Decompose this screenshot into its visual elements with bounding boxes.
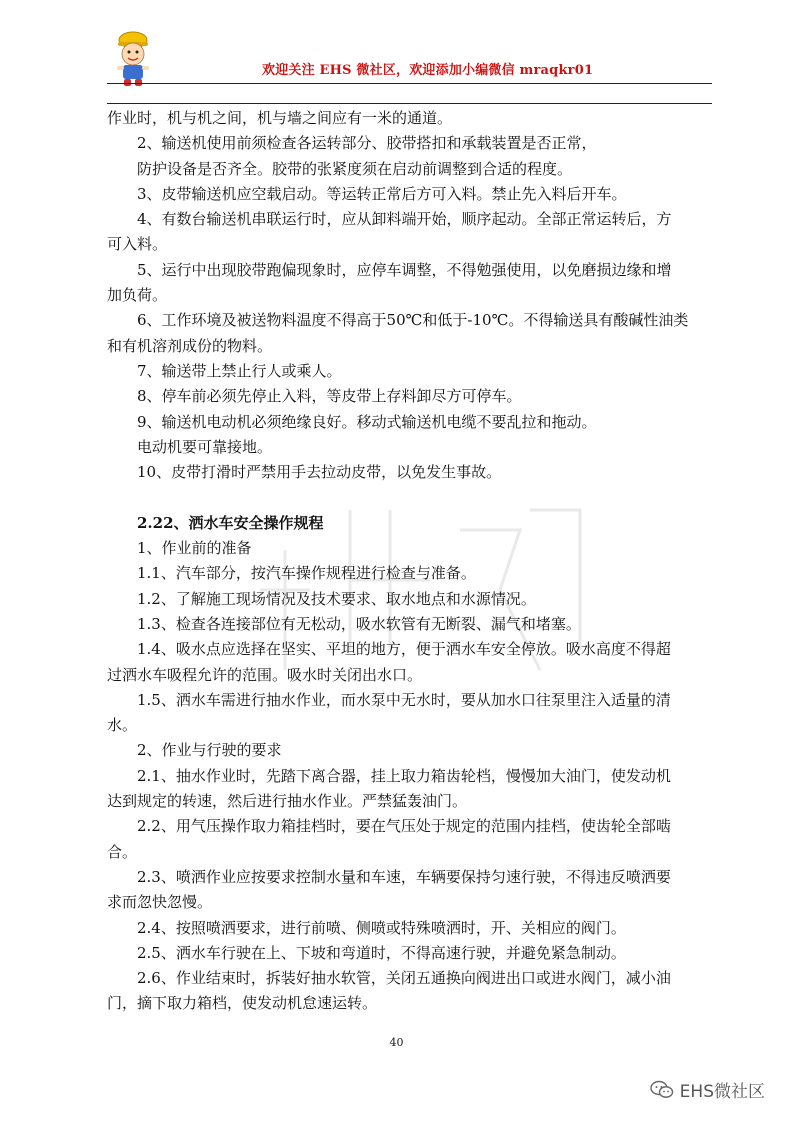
- mascot-logo-icon: [108, 28, 158, 88]
- text-line: 1、作业前的准备: [137, 539, 252, 558]
- text-line: 门，摘下取力箱档，使发动机怠速运转。: [107, 994, 378, 1013]
- text-line: 2、作业与行驶的要求: [137, 741, 282, 760]
- text-line: 合。: [107, 842, 138, 861]
- text-line: 过洒水车吸程允许的范围。吸水时关闭出水口。: [107, 665, 423, 684]
- header-banner: 欢迎关注 EHS 微社区，欢迎添加小编微信 mraqkr01: [262, 63, 594, 78]
- text-line: 9、输送机电动机必须绝缘良好。移动式输送机电缆不要乱拉和拖动。: [137, 412, 597, 431]
- text-line: 加负荷。: [107, 286, 168, 305]
- text-line: 2.4、按照喷洒要求，进行前喷、侧喷或特殊喷洒时，开、关相应的阀门。: [137, 918, 626, 937]
- text-line: 2.3、喷洒作业应按要求控制水量和车速，车辆要保持匀速行驶，不得违反喷洒要: [137, 867, 671, 886]
- text-line: 防护设备是否齐全。胶带的张紧度须在启动前调整到合适的程度。: [137, 159, 573, 178]
- text-line: 6、工作环境及被送物料温度不得高于50℃和低于-10℃。不得输送具有酸碱性油类: [137, 311, 689, 330]
- text-line: 1.1、汽车部分，按汽车操作规程进行检查与准备。: [137, 564, 476, 583]
- wechat-icon: [650, 1080, 674, 1100]
- header-divider-bottom: [107, 103, 712, 104]
- text-line: 5、运行中出现胶带跑偏现象时，应停车调整，不得勉强使用，以免磨损边缘和增: [137, 260, 672, 279]
- text-line: 和有机溶剂成份的物料。: [107, 336, 273, 355]
- text-line: 作业时，机与机之间，机与墙之间应有一米的通道。: [107, 109, 453, 127]
- text-line: 2.5、洒水车行驶在上、下坡和弯道时，不得高速行驶，并避免紧急制动。: [137, 943, 626, 962]
- wechat-watermark: [650, 1077, 765, 1102]
- text-line: 可入料。: [107, 235, 168, 254]
- document-body: [107, 106, 712, 1017]
- text-line: 水。: [107, 716, 138, 735]
- text-line: 达到规定的转速，然后进行抽水作业。严禁猛轰油门。: [107, 792, 468, 811]
- text-line: 求而忽快忽慢。: [107, 893, 213, 912]
- paragraphs-conveyor: [107, 106, 712, 485]
- text-line: 7、输送带上禁止行人或乘人。: [137, 361, 342, 380]
- text-line: 1.2、了解施工现场情况及技术要求、取水地点和水源情况。: [137, 589, 536, 608]
- header-divider-top: [107, 83, 712, 84]
- text-line: 2、输送机使用前须检查各运转部分、胶带搭扣和承载装置是否正常，: [137, 134, 597, 153]
- text-line: 1.5、洒水车需进行抽水作业，而水泵中无水时，要从加水口往泵里注入适量的清: [137, 690, 671, 709]
- text-line: 1.4、吸水点应选择在坚实、平坦的地方，便于洒水车安全停放。吸水高度不得超: [137, 640, 671, 659]
- page-number: 40: [389, 1036, 404, 1049]
- text-line: 2.1、抽水作业时，先踏下离合器，挂上取力箱齿轮档，慢慢加大油门，使发动机: [137, 766, 671, 785]
- text-line: 2.6、作业结束时，拆装好抽水软管，关闭五通换向阀进出口或进水阀门，减小油: [137, 969, 671, 988]
- paragraphs-sprinkler-truck: [107, 536, 712, 1017]
- text-line: 3、皮带输送机应空载启动。等运转正常后方可入料。禁止先入料后开车。: [137, 184, 627, 203]
- watermark-text: EHS微社区: [679, 1082, 765, 1102]
- text-line: 8、停车前必须先停止入料，等皮带上存料卸尽方可停车。: [137, 387, 522, 406]
- text-line: 2.2、用气压操作取力箱挂档时，要在气压处于规定的范围内挂档，使齿轮全部啮: [137, 817, 671, 836]
- spacer: [107, 485, 712, 510]
- text-line: 1.3、检查各连接部位有无松动，吸水软管有无断裂、漏气和堵塞。: [137, 614, 581, 633]
- text-line: 电动机要可靠接地。: [137, 437, 273, 456]
- text-line: 4、有数台输送机串联运行时，应从卸料端开始，顺序起动。全部正常运转后，方: [137, 210, 672, 229]
- text-line: 10、皮带打滑时严禁用手去拉动皮带，以免发生事故。: [137, 463, 502, 482]
- section-heading: 2.22、洒水车安全操作规程: [137, 513, 324, 532]
